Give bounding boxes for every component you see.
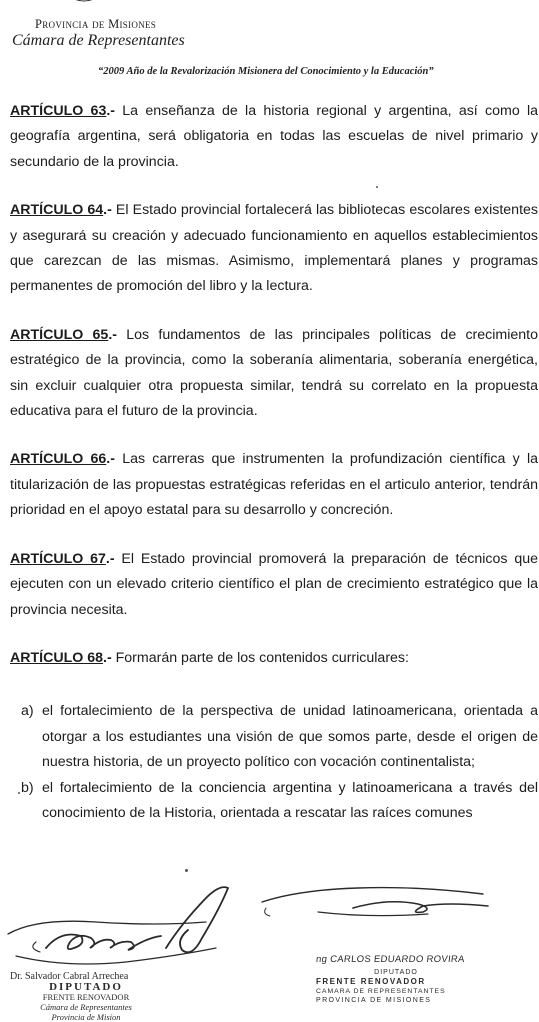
article-heading: ARTÍCULO 67 <box>10 550 106 567</box>
stamp-right <box>316 955 476 1006</box>
article-heading: ARTÍCULO 65 <box>10 326 109 343</box>
handwritten-signature-left-icon <box>6 878 246 978</box>
article-separator: .- <box>105 550 122 567</box>
list-item <box>10 699 538 775</box>
article-separator: .- <box>106 103 123 119</box>
article-64 <box>10 198 538 300</box>
article-heading: ARTÍCULO 64 <box>10 202 104 219</box>
article-heading: ARTÍCULO 66 <box>10 451 107 468</box>
signatory-left-province: Provincia de Mision <box>51 1012 121 1022</box>
article-63 <box>10 99 538 175</box>
scan-speck <box>376 186 378 188</box>
article-text: Los fundamentos de las principales políticas de crecimiento estratégico de la provincia, como la soberanía alimentaria, soberanía energética, sin excluir cualquier otra propuesta similar, tendrá su correlato en la propuesta educativa para el futuro de la provincia. <box>10 326 538 420</box>
signature-right <box>258 868 508 948</box>
signatory-right-name: ng CARLOS EDUARDO ROVIRA <box>315 954 466 965</box>
handwritten-signature-right-icon <box>258 868 508 948</box>
article-68 <box>10 646 538 671</box>
article-separator: .- <box>103 202 116 219</box>
scan-speck <box>18 792 20 794</box>
article-65 <box>10 323 538 425</box>
signatory-right-title: DIPUTADO <box>374 968 418 976</box>
signatory-left-title: DIPUTADO <box>49 981 123 993</box>
crest-emblem-icon <box>62 0 106 6</box>
article-text: Formarán parte de los contenidos curriculares: <box>115 649 409 666</box>
list-item <box>10 776 538 827</box>
signatory-left-name: Dr. Salvador Cabral Arrechea <box>10 971 129 982</box>
curricular-contents-list <box>10 699 538 826</box>
article-text: El Estado provincial promoverá la preparación de técnicos que ejecuten con un elevado criterio científico el plan de crecimiento estratégico que la provincia necesita. <box>10 550 539 618</box>
signatory-right-province: PROVINCIA DE MISIONES <box>316 997 432 1004</box>
signatory-left-chamber: Cámara de Representantes <box>40 1002 132 1012</box>
list-item-text: el fortalecimiento de la conciencia argentina y latinoamericana a través del conocimiento de la Historia, orientada a rescatar las raíces comunes <box>42 779 538 821</box>
list-item-marker: b) <box>21 779 34 796</box>
article-separator: .- <box>106 451 123 468</box>
header-motto: “2009 Año de la Revalorización Misionera del Conocimiento y la Educación” <box>98 66 434 77</box>
list-item-text: el fortalecimiento de la perspectiva de unidad latinoamericana, orientada a otorgar a los estudiantes una visión de que somos parte, desde el origen de nuestra historia, de un proyecto político con vocación continentalista; <box>42 703 538 771</box>
document-body <box>10 99 538 826</box>
article-separator: .- <box>108 326 127 343</box>
article-text: Las carreras que instrumenten la profundización científica y la titularización de las propuestas estratégicas referidas en el articulo anterior, tendrán prioridad en el apoyo estatal para su desarrollo y concreción. <box>10 451 538 519</box>
article-separator: .- <box>103 649 116 666</box>
signatory-right-party: FRENTE RENOVADOR <box>316 977 426 986</box>
article-67 <box>10 547 538 623</box>
article-text: La enseñanza de la historia regional y argentina, así como la geografía argentina, será obligatoria en todas las escuelas de nivel primario y secundario de la provincia. <box>10 103 539 170</box>
header-province: Provincia de Misiones <box>35 17 157 31</box>
header-chamber: Cámara de Representantes <box>12 32 185 49</box>
stamp-left <box>6 972 166 1022</box>
article-heading: ARTÍCULO 68 <box>10 649 104 666</box>
article-text: El Estado provincial fortalecerá las bibliotecas escolares existentes y asegurará su creación y adecuado funcionamiento en aquellos establecimientos que carezcan de las mismas. Asimismo, implementará planes y programas permanentes de promoción del libro y la lectura. <box>10 202 538 295</box>
article-heading: ARTÍCULO 63 <box>10 103 107 119</box>
scan-speck <box>185 869 188 872</box>
signatory-left-party: FRENTE RENOVADOR <box>42 992 130 1002</box>
list-item-marker: a) <box>21 703 34 720</box>
signatory-right-chamber: CAMARA DE REPRESENTANTES <box>316 987 446 995</box>
article-66 <box>10 447 538 523</box>
